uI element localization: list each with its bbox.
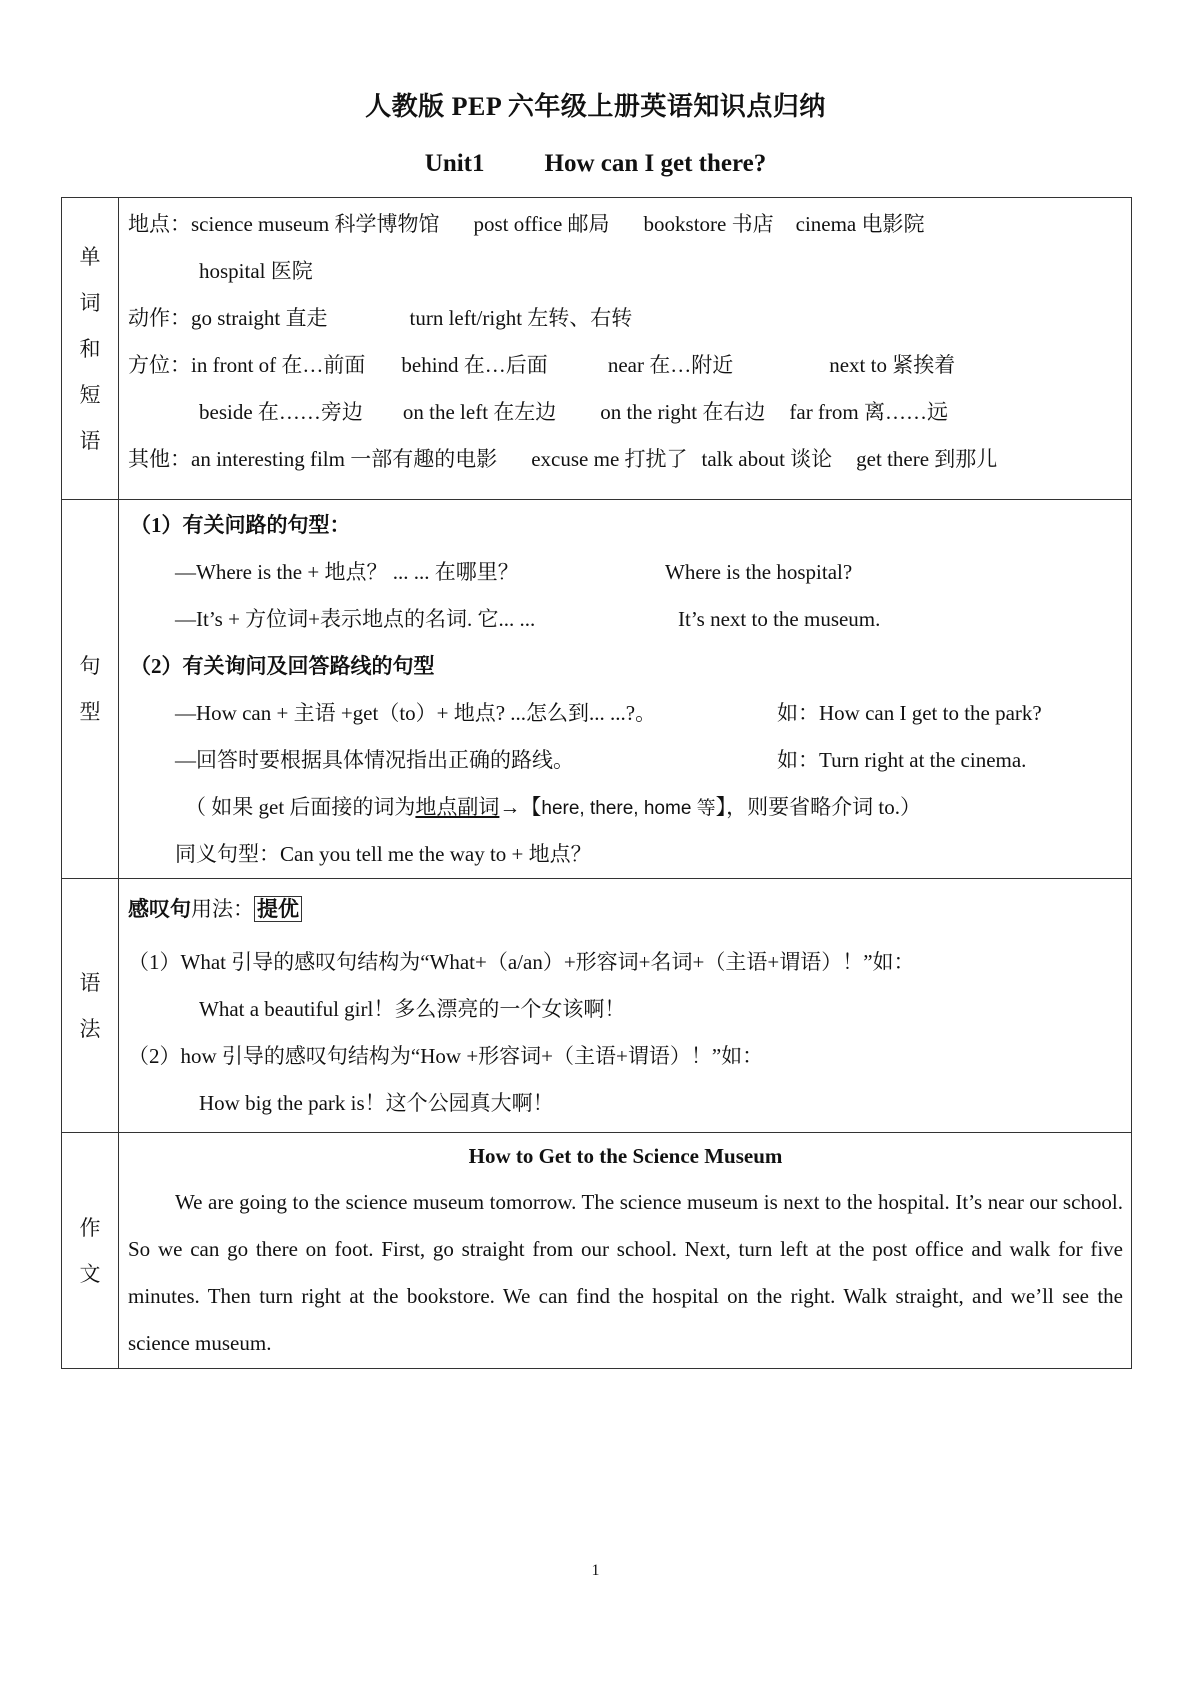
synonym-pattern: 同义句型：Can you tell me the way to + 地点？ bbox=[175, 842, 592, 866]
pattern-example: 如：Turn right at the cinema. bbox=[777, 748, 1027, 772]
sentences-heading-1: （1）有关问路的句型： bbox=[130, 513, 351, 537]
vocab-item: hospital 医院 bbox=[199, 259, 313, 283]
vocab-label bbox=[62, 198, 119, 500]
vocab-item: go straight 直走 bbox=[191, 306, 328, 330]
unit-title: How can I get there? bbox=[544, 150, 767, 177]
vocab-item: next to 紧挨着 bbox=[829, 353, 956, 377]
essay-label bbox=[62, 1133, 119, 1369]
note-text: （ 如果 get 后面接的词为 bbox=[185, 795, 416, 819]
grammar-example-2: How big the park is！这个公园真大啊！ bbox=[199, 1091, 554, 1115]
vocab-item: bookstore 书店 bbox=[643, 212, 774, 236]
vocab-item: get there 到那儿 bbox=[856, 447, 998, 471]
grammar-heading bbox=[128, 883, 1123, 939]
advanced-badge: 提优 bbox=[254, 896, 302, 922]
pattern-note bbox=[128, 784, 1123, 831]
grammar-content bbox=[119, 879, 1132, 1133]
pattern-example: 如：How can I get to the park? bbox=[777, 701, 1042, 725]
category-label: 其他： bbox=[128, 447, 191, 471]
vocab-item: an interesting film 一部有趣的电影 bbox=[191, 447, 498, 471]
unit-label: Unit1 bbox=[424, 150, 485, 177]
pattern-example: Where is the hospital? bbox=[665, 560, 853, 584]
sentences-content bbox=[119, 500, 1132, 879]
unit-heading bbox=[0, 150, 1191, 178]
label-char: 短 bbox=[79, 382, 101, 407]
pattern-example: It’s next to the museum. bbox=[678, 607, 881, 631]
note-underlined: 地点副词 bbox=[415, 795, 500, 819]
grammar-rule-2: （2）how 引导的感叹句结构为“How +形容词+（主语+谓语）！”如： bbox=[128, 1044, 764, 1068]
knowledge-table bbox=[61, 197, 1132, 1369]
pattern-text: —Where is the + 地点？ ... ... 在哪里？ bbox=[175, 560, 519, 584]
pattern-line bbox=[128, 549, 1123, 596]
vocab-line-actions bbox=[128, 295, 1123, 342]
grammar-row bbox=[62, 879, 1132, 1133]
grammar-heading-text: 用法： bbox=[191, 897, 254, 921]
vocab-line-places bbox=[128, 201, 1123, 248]
vocab-line-positions-cont bbox=[128, 389, 1123, 436]
vocab-item: talk about 谈论 bbox=[701, 447, 833, 471]
pattern-text: —回答时要根据具体情况指出正确的路线。 bbox=[175, 748, 574, 772]
label-char: 句 bbox=[79, 654, 101, 678]
grammar-example-1: What a beautiful girl！多么漂亮的一个女该啊！ bbox=[199, 997, 626, 1021]
vocab-item: beside 在……旁边 bbox=[199, 400, 363, 424]
vocab-item: in front of 在…前面 bbox=[191, 353, 366, 377]
sentences-row bbox=[62, 500, 1132, 879]
pattern-text: —It’s + 方位词+表示地点的名词. 它... ... bbox=[175, 607, 536, 631]
vocab-line-places-cont bbox=[128, 248, 1123, 295]
vocab-item: post office 邮局 bbox=[473, 212, 610, 236]
vocab-item: behind 在…后面 bbox=[401, 353, 548, 377]
label-char: 文 bbox=[79, 1261, 101, 1286]
vocab-item: near 在…附近 bbox=[607, 353, 734, 377]
label-char: 型 bbox=[79, 700, 101, 724]
vocab-item: cinema 电影院 bbox=[795, 212, 925, 236]
vocab-item: far from 离……远 bbox=[789, 400, 949, 424]
note-text: 】，则要省略介词 to.） bbox=[715, 795, 922, 819]
label-char: 单 bbox=[79, 244, 101, 269]
label-char: 和 bbox=[79, 336, 101, 361]
label-char: 语 bbox=[79, 428, 101, 453]
vocab-row bbox=[62, 198, 1132, 500]
vocab-content bbox=[119, 198, 1132, 500]
sentences-heading-2: （2）有关询问及回答路线的句型 bbox=[130, 654, 435, 678]
note-arrow: →【 bbox=[499, 795, 542, 819]
essay-title: How to Get to the Science Museum bbox=[468, 1144, 783, 1168]
pattern-text: —How can + 主语 +get（to）+ 地点? ...怎么到... ...?。 bbox=[175, 701, 657, 725]
vocab-item: excuse me 打扰了 bbox=[531, 447, 688, 471]
category-label: 方位： bbox=[128, 353, 191, 377]
document-title: 人教版 PEP 六年级上册英语知识点归纳 bbox=[365, 92, 826, 121]
sentences-label bbox=[62, 500, 119, 879]
category-label: 地点： bbox=[128, 212, 191, 236]
vocab-item: science museum 科学博物馆 bbox=[191, 212, 440, 236]
essay-row bbox=[62, 1133, 1132, 1369]
label-char: 法 bbox=[79, 1016, 101, 1041]
grammar-label bbox=[62, 879, 119, 1133]
vocab-line-others bbox=[128, 436, 1123, 483]
grammar-rule-1: （1）What 引导的感叹句结构为“What+（a/an）+形容词+名词+（主语+谓语）！”如： bbox=[128, 950, 915, 974]
note-words: here, there, home 等 bbox=[541, 798, 716, 819]
category-label: 动作： bbox=[128, 306, 191, 330]
pattern-line bbox=[128, 690, 1123, 737]
pattern-line bbox=[128, 596, 1123, 643]
label-char: 语 bbox=[79, 970, 101, 995]
vocab-item: on the left 在左边 bbox=[402, 400, 557, 424]
label-char: 作 bbox=[79, 1215, 101, 1240]
grammar-heading-bold: 感叹句 bbox=[128, 897, 191, 921]
vocab-line-positions bbox=[128, 342, 1123, 389]
pattern-line bbox=[128, 737, 1123, 784]
page-number: 1 bbox=[591, 1562, 600, 1579]
essay-content bbox=[119, 1133, 1132, 1369]
vocab-item: on the right 在右边 bbox=[600, 400, 766, 424]
essay-body: We are going to the science museum tomorrow. The science museum is next to the hospital. It’s near our school. So we can go there on foot. First, go straight from our school. Next, turn left at the post office and walk for five minutes. Then turn right at the bookstore. We can find the hospital on the right. Walk straight, and we’ll see the science museum. bbox=[128, 1190, 1123, 1355]
label-char: 词 bbox=[79, 290, 101, 315]
vocab-item: turn left/right 左转、右转 bbox=[409, 306, 633, 330]
